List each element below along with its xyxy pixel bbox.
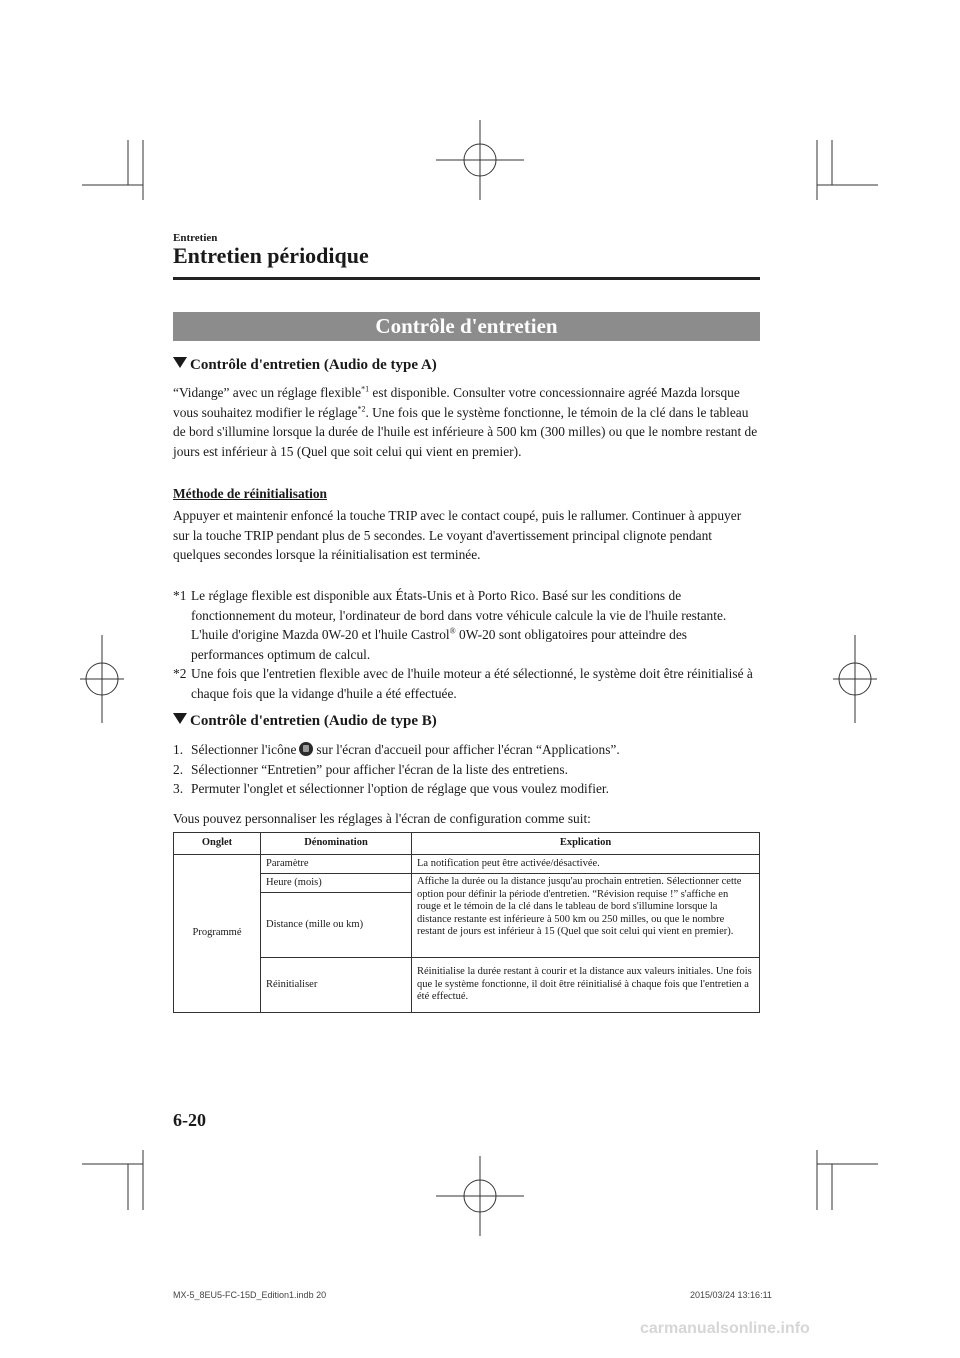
name-cell: Heure (mois): [261, 874, 412, 893]
steps-list: [173, 740, 760, 799]
footnote-1: [173, 586, 760, 664]
table-row: [174, 958, 760, 1013]
step-number: 2.: [173, 761, 184, 777]
footnote-ref-1: *1: [361, 384, 370, 394]
reset-heading: [173, 484, 760, 504]
footnote-1-text-1: Le réglage flexible est disponible aux États-Unis et à Porto Rico. Basé sur les conditions de fonctionnement du moteur, l'ordinateur de bord dans votre véhicule calcule la vie de l'huile restante. L'huile d'origine Mazda 0W-20 et l'huile Castrol: [191, 588, 727, 642]
table-row: [174, 874, 760, 893]
page-title: Entretien périodique: [173, 243, 369, 268]
column-header: Dénomination: [261, 833, 412, 855]
step-number: 3.: [173, 781, 184, 796]
triangle-down-icon: [173, 357, 187, 368]
tab-cell: Programmé: [174, 855, 261, 1013]
section-label: Entretien: [173, 232, 218, 244]
subheading-audio-b: [173, 713, 437, 730]
name-cell: Paramètre: [261, 855, 412, 874]
step-text: Sélectionner l'icône: [191, 742, 297, 757]
title-rule: [173, 277, 760, 280]
watermark: carmanualsonline.info: [640, 1320, 810, 1337]
explanation-cell: Affiche la durée ou la distance jusqu'au prochain entretien. Sélectionner cette option pour définir la période d'entretien. “Révision requise !” s'affiche en rouge et le témoin de la clé dans le tableau de bord s'illumine lorsque la distance restante est inférieure à 500 km ou 250 milles, ou que le nombre restant de jours est inférieur à 15 (Quel que soit celui qui vient en premier).: [412, 874, 760, 958]
applications-icon: [299, 742, 313, 756]
footnote-ref-2: *2: [357, 404, 366, 414]
name-cell: Réinitialiser: [261, 958, 412, 1013]
footnote-2-number: *2: [173, 666, 187, 681]
subheading-audio-a: [173, 357, 437, 374]
list-item: [173, 740, 760, 760]
registered-mark: ®: [449, 626, 456, 636]
footer-file: MX-5_8EU5-FC-15D_Edition1.indb 20: [173, 1290, 327, 1300]
footnote-2: [173, 664, 760, 703]
footnotes: [173, 586, 760, 703]
subheading-audio-b-text: Contrôle d'entretien (Audio de type B): [190, 713, 437, 729]
step-text: Permuter l'onglet et sélectionner l'option de réglage que vous voulez modifier.: [191, 781, 609, 796]
intro-text-3: . Une fois que le système fonctionne, le témoin de la clé dans le tableau de bord s'illumine lorsque la durée de l'huile est inférieure à 500 km (300 milles) ou que le nombre restant de jours est inférieur à 15 (Quel que soit celui qui vient en premier).: [173, 404, 758, 459]
column-header: Explication: [412, 833, 760, 855]
footnote-1-number: *1: [173, 588, 187, 603]
subheading-audio-a-text: Contrôle d'entretien (Audio de type A): [190, 357, 437, 373]
intro-text-1: “Vidange” avec un réglage flexible: [173, 385, 362, 400]
section-banner: Contrôle d'entretien: [173, 312, 760, 341]
footer-timestamp: 2015/03/24 13:16:11: [690, 1290, 772, 1300]
table-header-row: [174, 833, 760, 855]
intro-text-2: est disponible. Consulter votre concessionnaire agréé Mazda lorsque vous souhaitez modifier le réglage: [173, 385, 740, 420]
step-text: sur l'écran d'accueil pour afficher l'écran “Applications”.: [316, 742, 620, 757]
list-item: [173, 779, 760, 799]
table-row: [174, 855, 760, 874]
footnote-2-text: Une fois que l'entretien flexible avec de l'huile moteur a été sélectionné, le système doit être réinitialisé à chaque fois que la vidange d'huile a été effectuée.: [191, 666, 753, 701]
explanation-cell: La notification peut être activée/désactivée.: [412, 855, 760, 874]
footnote-1-text-2: 0W-20 sont obligatoires pour atteindre des performances optimum de calcul.: [191, 627, 688, 662]
explanation-cell: Réinitialise la durée restant à courir et la distance aux valeurs initiales. Une fois que le système fonctionne, il doit être réinitialisé à chaque fois que l'entretien a été effectué.: [412, 958, 760, 1013]
list-item: [173, 760, 760, 780]
reset-paragraph: Appuyer et maintenir enfoncé la touche TRIP avec le contact coupé, puis le rallumer. Continuer à appuyer sur la touche TRIP pendant plus de 5 secondes. Le voyant d'avertissement principal clignote pendant quelques secondes lorsque la réinitialisation est terminée.: [173, 508, 742, 562]
triangle-down-icon: [173, 713, 187, 724]
column-header: Onglet: [174, 833, 261, 855]
intro-paragraph: [173, 383, 760, 461]
name-cell: Distance (mille ou km): [261, 893, 412, 958]
step-text: Sélectionner “Entretien” pour afficher l'écran de la liste des entretiens.: [191, 761, 568, 777]
step-number: 1.: [173, 742, 184, 757]
table-intro: Vous pouvez personnaliser les réglages à l'écran de configuration comme suit:: [173, 811, 591, 826]
reset-heading-text: Méthode de réinitialisation: [173, 486, 327, 501]
page-number: 6-20: [173, 1110, 206, 1130]
settings-table: [173, 832, 760, 1013]
